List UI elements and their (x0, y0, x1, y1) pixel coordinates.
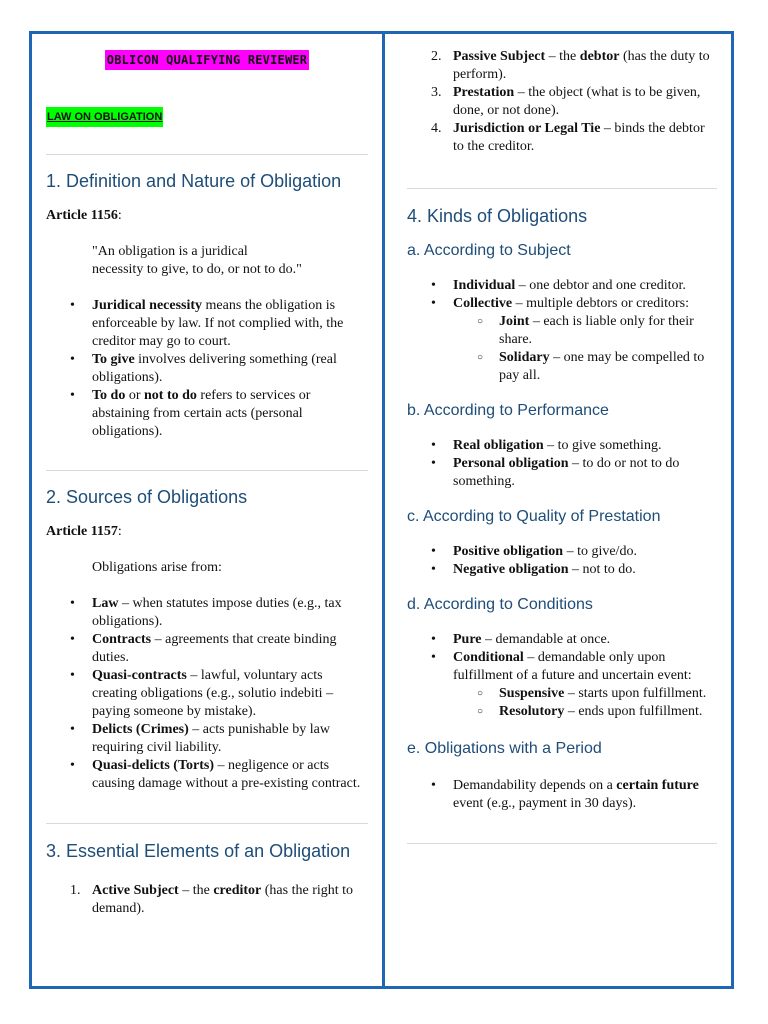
list-item: • Conditional – demandable only upon fulfillment of a future and uncertain event: ○ Suspensive – starts upon fulfillment. ○ Resolutory – ends upon fulfillment. (453, 649, 717, 721)
divider (407, 843, 717, 844)
list-item: 1. Active Subject – the creditor (has the right to demand). (70, 883, 354, 916)
list-item: ○ Resolutory – ends upon fulfillment. (499, 703, 717, 721)
list-item: • Personal obligation – to do or not to do something. (453, 455, 717, 491)
section-4c-heading: c. According to Quality of Prestation (407, 508, 661, 525)
list-item: ○ Joint – each is liable only for their share. (499, 313, 717, 349)
document-page (29, 31, 734, 989)
article-1156: Article 1156: (46, 208, 122, 223)
section-4a-sublist (499, 313, 717, 385)
list-item: • Demandability depends on a certain future event (e.g., payment in 30 days). (453, 777, 717, 813)
article-1157-intro: Obligations arise from: (92, 560, 222, 575)
list-item: 2. Passive Subject – the debtor (has the duty to perform). (431, 49, 710, 82)
divider (46, 823, 368, 824)
section-3-list-part-1 (70, 882, 368, 918)
list-item: • Individual – one debtor and one creditor. (453, 277, 717, 295)
document-subtitle: LAW ON OBLIGATION (46, 107, 163, 127)
list-item: • Real obligation – to give something. (453, 437, 717, 455)
section-4e-heading: e. Obligations with a Period (407, 740, 602, 757)
divider (46, 470, 368, 471)
section-4d-heading: d. According to Conditions (407, 596, 593, 613)
list-item: • Negative obligation – not to do. (453, 561, 717, 579)
section-3-list-part-2 (431, 48, 717, 156)
section-4b-heading: b. According to Performance (407, 402, 609, 419)
section-4b-list (453, 437, 717, 491)
section-4a-list (453, 277, 717, 385)
list-item: 3. Prestation – the object (what is to be given, done, or not done). (431, 85, 701, 118)
document-title: OBLICON QUALIFYING REVIEWER (105, 50, 309, 70)
divider (46, 154, 368, 155)
left-column (32, 34, 385, 986)
section-4a-heading: a. According to Subject (407, 242, 571, 259)
list-item: • Quasi-contracts – lawful, voluntary acts creating obligations (e.g., solutio indebiti – paying someone by mistake). (92, 667, 368, 721)
section-4d-sublist (499, 685, 717, 721)
section-2-list (92, 595, 368, 793)
section-2-heading: 2. Sources of Obligations (46, 487, 248, 507)
list-item: ○ Solidary – one may be compelled to pay all. (499, 349, 717, 385)
list-item: • Collective – multiple debtors or creditors: ○ Joint – each is liable only for their share. ○ Solidary – one may be compelled to pay all. (453, 295, 717, 385)
list-item: • Contracts – agreements that create binding duties. (92, 631, 368, 667)
list-item: • Positive obligation – to give/do. (453, 543, 717, 561)
section-4c-list (453, 543, 717, 579)
section-4d-list (453, 631, 717, 721)
list-item: • Juridical necessity means the obligation is enforceable by law. If not complied with, the creditor may go to court. (92, 297, 368, 351)
section-4-heading: 4. Kinds of Obligations (407, 206, 588, 226)
section-1-heading: 1. Definition and Nature of Obligation (46, 171, 342, 191)
section-1-list (92, 297, 368, 441)
list-item: 4. Jurisdiction or Legal Tie – binds the debtor to the creditor. (431, 121, 705, 154)
list-item: • Delicts (Crimes) – acts punishable by law requiring civil liability. (92, 721, 368, 757)
section-4e-list (453, 777, 717, 813)
list-item: • Quasi-delicts (Torts) – negligence or acts causing damage without a pre-existing contract. (92, 757, 368, 793)
list-item: • To do or not to do refers to services or abstaining from certain acts (personal obligations). (92, 387, 368, 441)
list-item: ○ Suspensive – starts upon fulfillment. (499, 685, 717, 703)
article-1157: Article 1157: (46, 524, 122, 539)
right-column (385, 34, 731, 986)
list-item: • To give involves delivering something (real obligations). (92, 351, 368, 387)
list-item: • Pure – demandable at once. (453, 631, 717, 649)
article-1156-quote: "An obligation is a juridical necessity to give, to do, or not to do." (92, 244, 302, 277)
divider (407, 188, 717, 189)
list-item: • Law – when statutes impose duties (e.g., tax obligations). (92, 595, 368, 631)
section-3-heading: 3. Essential Elements of an Obligation (46, 841, 351, 861)
